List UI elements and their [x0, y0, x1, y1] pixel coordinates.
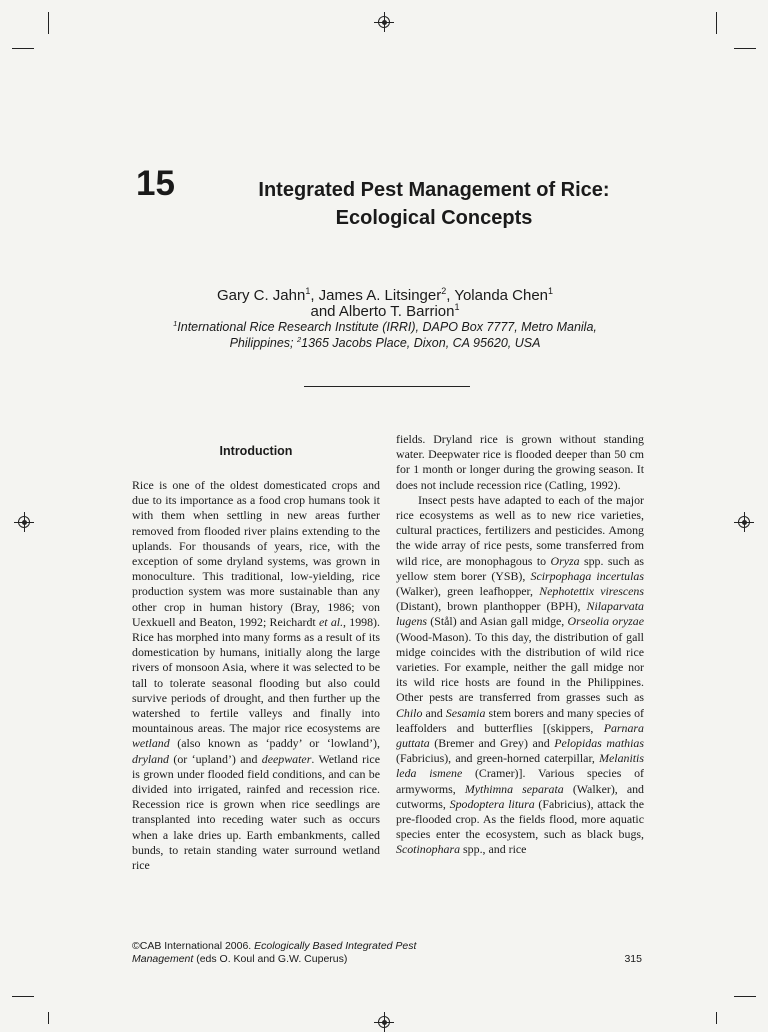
- crop-mark: [734, 996, 756, 997]
- affiliation-line: 1365 Jacobs Place, Dixon, CA 95620, USA: [301, 336, 541, 350]
- authors: [150, 288, 620, 320]
- chapter-title: [204, 176, 664, 232]
- body-paragraph: Rice is one of the oldest domesticated crops and due to its importance as a food crop humans took it with them when settling in new areas further removed from flooded river plains extending to the uplands. For thousands of years, rice, with the exception of some dryland systems, was grown in monoculture. This traditional, low-yielding, rice production system was more sustainable than any other crop in human history (Bray, 1986; von Uexkuell and Beaton, 1992; Reichardt et al., 1998). Rice has morphed into many forms as a result of its domestication by humans, initially along the large rivers of monsoon Asia, where it was selected to be tall to tolerate seasonal flooding but also could survive periods of drought, and then further up the watershed to fertile valleys and finally into mountainous areas. The major rice ecosystems are wetland (also known as ‘paddy’ or ‘lowland’), dryland (or ‘upland’) and deepwater. Wetland rice is grown under flooded field conditions, and can be divided into irrigated, rainfed and recession rice. Recession rice is grown when rice seedlings are transplanted into receding water such as occurs when a lake dries up. Earth embankments, called bunds, to retain standing water surround wetland rice: [132, 478, 380, 873]
- affil-mark: 1: [173, 318, 178, 328]
- author-name: and Alberto T. Barrion: [310, 303, 455, 320]
- author-name: , James A. Litsinger: [310, 287, 442, 304]
- registration-mark-icon: [18, 516, 30, 528]
- right-column: [396, 432, 644, 858]
- title-divider: [304, 386, 470, 387]
- crop-mark: [716, 12, 717, 34]
- crop-mark: [734, 48, 756, 49]
- left-column: [132, 478, 380, 873]
- copyright-footer: ©CAB International 2006. Ecologically Based Integrated Pest Management (eds O. Koul and G.W. Cuperus): [132, 940, 417, 965]
- crop-mark: [12, 48, 34, 49]
- affiliation-line: International Rice Research Institute (IRRI), DAPO Box 7777, Metro Manila,: [177, 320, 597, 334]
- affiliation: [150, 319, 620, 351]
- body-paragraph: fields. Dryland rice is grown without standing water. Deepwater rice is flooded deeper than 50 cm for 1 month or longer during the growing season. It does not include recession rice (Catling, 1992).: [396, 432, 644, 492]
- author-affil-mark: 2: [441, 286, 447, 296]
- affil-mark: 2: [296, 334, 302, 344]
- author-affil-mark: 1: [548, 286, 554, 296]
- author-affil-mark: 1: [454, 302, 460, 312]
- chapter-number: 15: [136, 164, 175, 203]
- chapter-title-line2: Ecological Concepts: [335, 207, 533, 229]
- crop-mark: [12, 996, 34, 997]
- crop-mark: [716, 1012, 717, 1024]
- page-number: 315: [624, 953, 642, 965]
- author-affil-mark: 1: [305, 286, 311, 296]
- author-name: Gary C. Jahn: [216, 287, 306, 304]
- chapter-title-line1: Integrated Pest Management of Rice:: [258, 179, 610, 201]
- registration-mark-icon: [738, 516, 750, 528]
- author-name: , Yolanda Chen: [446, 287, 549, 304]
- section-heading: Introduction: [219, 444, 293, 458]
- crop-mark: [48, 1012, 49, 1024]
- crop-mark: [48, 12, 49, 34]
- affiliation-line: Philippines;: [229, 336, 297, 350]
- registration-mark-icon: [378, 1016, 390, 1028]
- body-paragraph: Insect pests have adapted to each of the major rice ecosystems as well as to new rice varieties, cultural practices, fertilizers and pesticides. Among the wide array of rice pests, some transferred from wild rice, are monophagous to Oryza spp. such as yellow stem borer (YSB), Scirpophaga incertulas (Walker), green leafhopper, Nephotettix virescens (Distant), brown planthopper (BPH), Nilaparvata lugens (Stål) and Asian gall midge, Orseolia oryzae (Wood-Mason). To this day, the distribution of gall midge coincides with the distribution of wild rice varieties. For example, neither the gall midge nor its wild rice hosts are found in the Philippines. Other pests are transferred from grasses such as Chilo and Sesamia stem borers and many species of leaffolders and butterflies [(skippers, Parnara guttata (Bremer and Grey) and Pelopidas mathias (Fabricius), and green-horned caterpillar, Melanitis leda ismene (Cramer)]. Various species of armyworms, Mythimna separata (Walker), and cutworms, Spodoptera litura (Fabricius), attack the pre-flooded crop. As the fields flood, more aquatic species enter the ecosystem, such as black bugs, Scotinophara spp., and rice: [396, 492, 645, 857]
- registration-mark-icon: [378, 16, 390, 28]
